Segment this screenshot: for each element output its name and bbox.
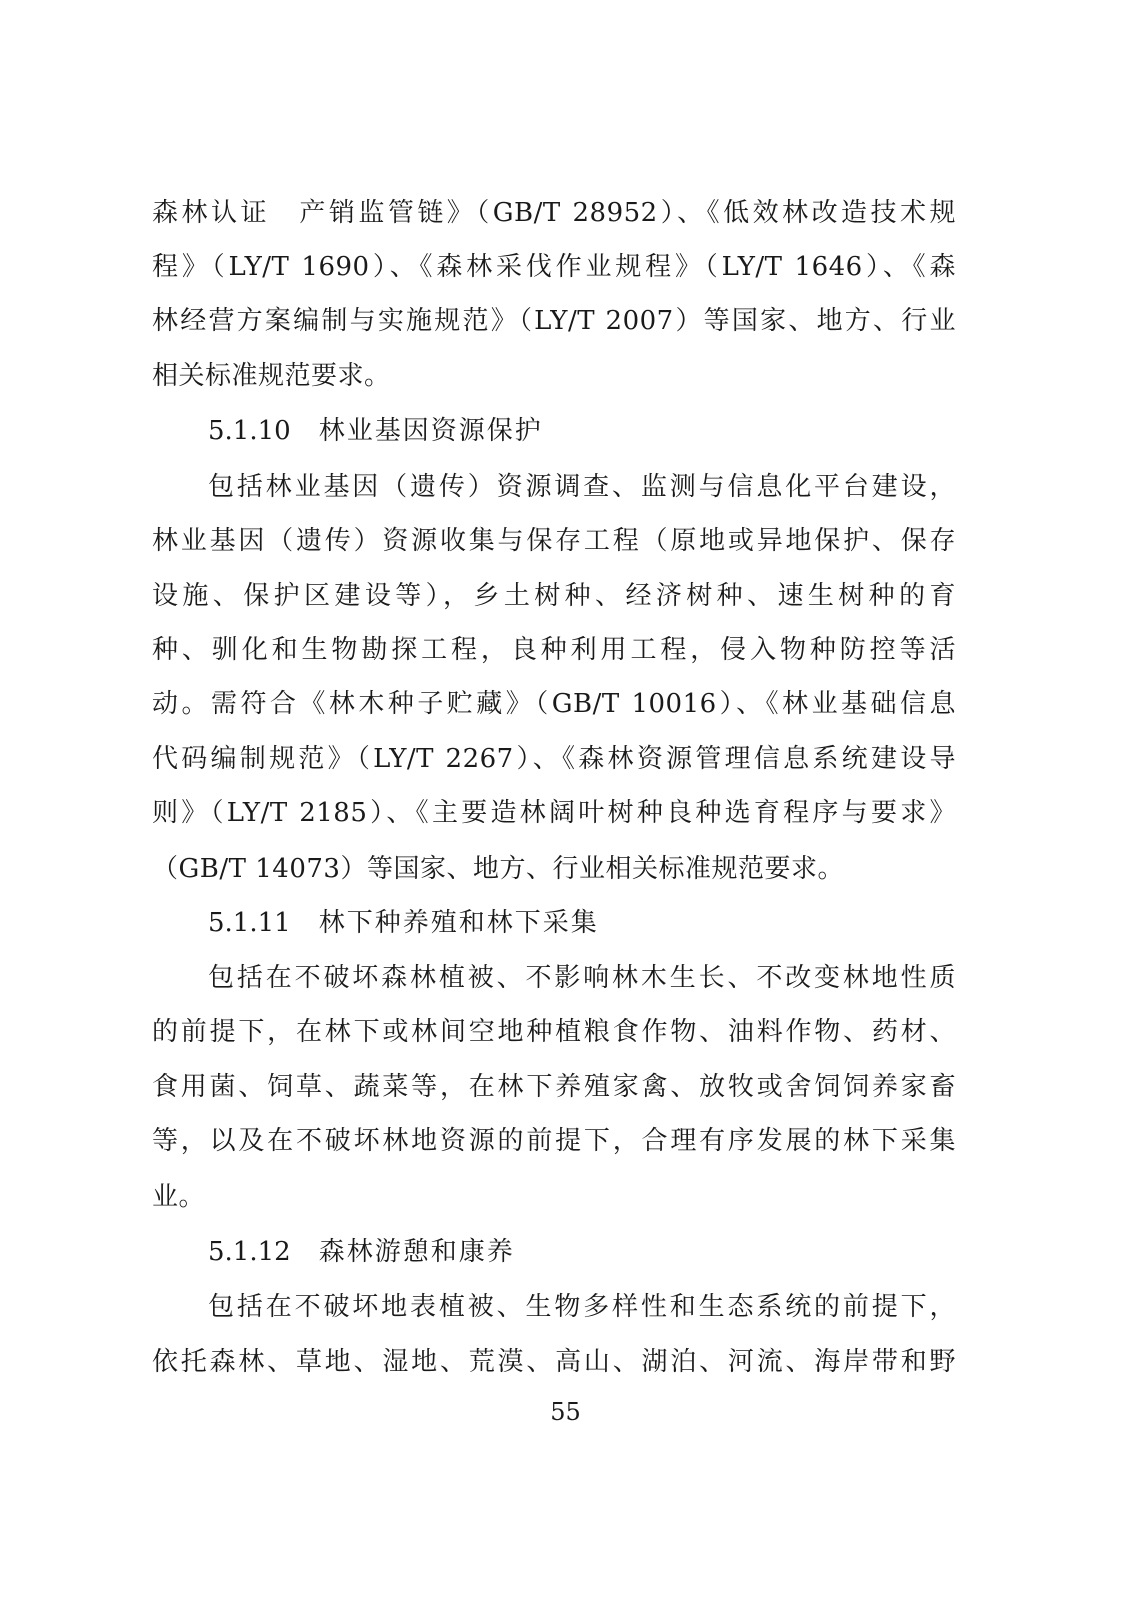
section-heading-5-1-11 <box>208 903 599 943</box>
body-line: 代码编制规范》（LY/T 2267）、《森林资源管理信息系统建设导 <box>152 744 956 774</box>
body-line: 动。需符合《林木种子贮藏》（GB/T 10016）、《林业基础信息 <box>152 689 956 719</box>
body-line: 的前提下，在林下或林间空地种植粮食作物、油料作物、药材、 <box>152 1017 956 1047</box>
section-heading-5-1-10 <box>208 411 543 451</box>
body-line: （GB/T 14073）等国家、地方、行业相关标准规范要求。 <box>152 854 844 884</box>
body-line: 食用菌、饲草、蔬菜等，在林下养殖家禽、放牧或舍饲饲养家畜 <box>152 1072 956 1102</box>
body-line: 森林认证 产销监管链》（GB/T 28952）、《低效林改造技术规 <box>152 198 956 228</box>
body-line: 林业基因（遗传）资源收集与保存工程（原地或异地保护、保存 <box>152 526 956 556</box>
body-line: 等，以及在不破坏林地资源的前提下，合理有序发展的林下采集 <box>152 1126 956 1156</box>
section-number: 5.1.12 <box>208 1237 291 1267</box>
section-title: 林业基因资源保护 <box>318 416 543 446</box>
section-heading-5-1-12 <box>208 1232 515 1272</box>
body-line: 林经营方案编制与实施规范》（LY/T 2007）等国家、地方、行业 <box>152 306 956 336</box>
body-line: 程》（LY/T 1690）、《森林采伐作业规程》（LY/T 1646）、《森 <box>152 252 956 282</box>
body-line: 包括在不破坏地表植被、生物多样性和生态系统的前提下， <box>208 1292 956 1322</box>
body-line: 包括在不破坏森林植被、不影响林木生长、不改变林地性质 <box>208 963 956 993</box>
body-line: 设施、保护区建设等），乡土树种、经济树种、速生树种的育 <box>152 581 956 611</box>
body-line: 则》（LY/T 2185）、《主要造林阔叶树种良种选育程序与要求》 <box>152 798 956 828</box>
section-number: 5.1.10 <box>208 416 291 446</box>
section-number: 5.1.11 <box>208 908 291 938</box>
body-line: 依托森林、草地、湿地、荒漠、高山、湖泊、河流、海岸带和野 <box>152 1347 956 1377</box>
section-title: 森林游憩和康养 <box>318 1237 515 1267</box>
page-number: 55 <box>550 1398 581 1426</box>
body-line: 相关标准规范要求。 <box>152 361 391 391</box>
body-line: 包括林业基因（遗传）资源调查、监测与信息化平台建设， <box>208 472 956 502</box>
body-line: 业。 <box>152 1182 206 1212</box>
body-line: 种、驯化和生物勘探工程，良种利用工程，侵入物种防控等活 <box>152 635 956 665</box>
section-title: 林下种养殖和林下采集 <box>318 908 599 938</box>
